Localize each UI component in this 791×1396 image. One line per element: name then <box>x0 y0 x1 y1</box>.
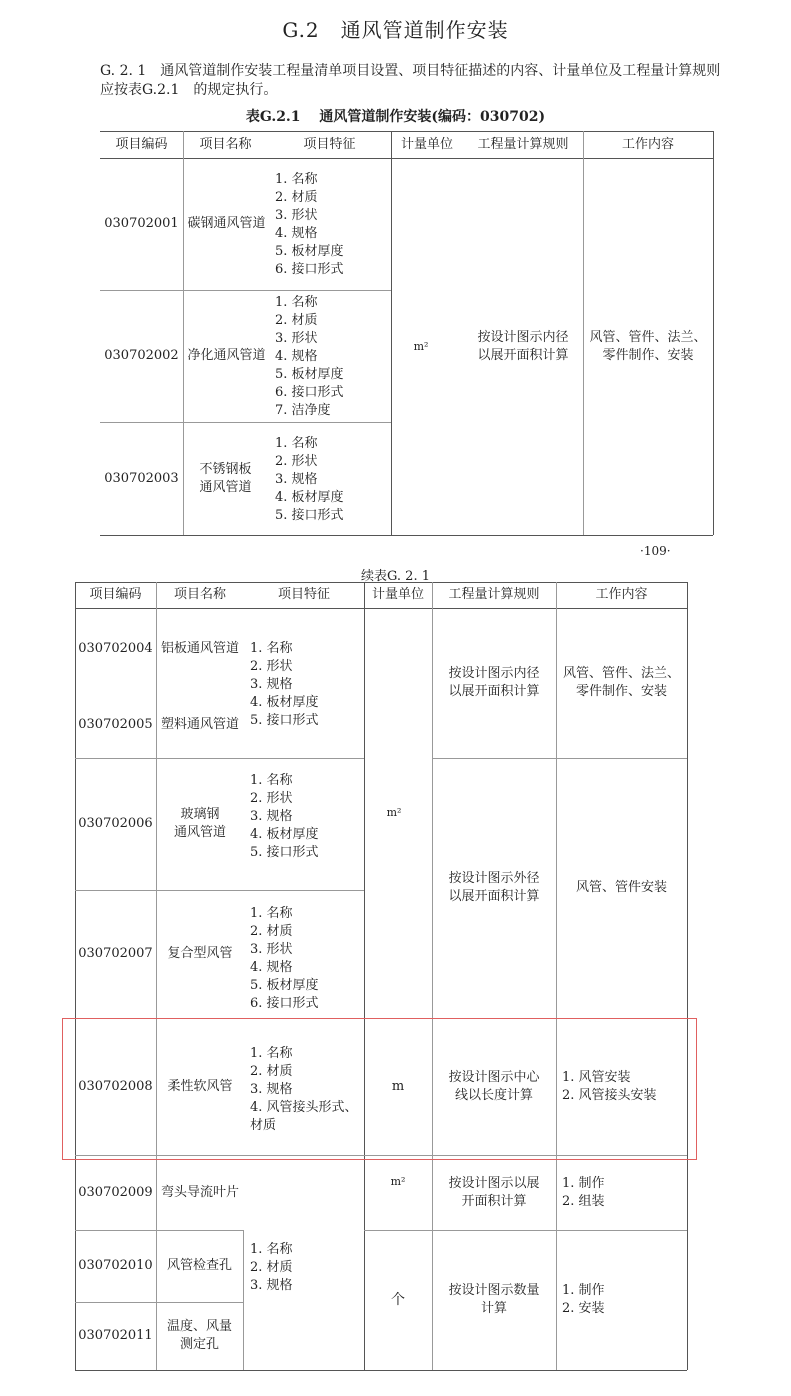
t1-header-code: 项目编码 <box>115 136 168 152</box>
t2-unit-8: m <box>391 1078 405 1094</box>
t2-code-6: 030702006 <box>78 816 153 831</box>
highlight-box <box>62 1018 697 1160</box>
t2-code-4: 030702004 <box>78 641 153 656</box>
t2-features-10-11: 1. 名称 2. 材质 3. 规格 <box>250 1242 293 1293</box>
section-title: G.2 通风管道制作安装 <box>282 18 509 42</box>
t1-header-name: 项目名称 <box>199 136 252 152</box>
t1-header-features: 项目特征 <box>303 136 356 152</box>
table2-title: 续表G. 2. 1 <box>361 569 430 584</box>
t1-header-rule: 工程量计算规则 <box>477 136 569 152</box>
t2-name-7: 复合型风管 <box>167 946 233 961</box>
t2-unit-4-7: m² <box>386 806 402 819</box>
t2-header-features: 项目特征 <box>277 587 330 602</box>
t2-name-8: 柔性软风管 <box>167 1078 233 1094</box>
t2-header-work: 工作内容 <box>595 587 648 602</box>
t1-unit: m² <box>413 339 429 353</box>
t2-rule-8: 按设计图示中心 线以长度计算 <box>448 1069 540 1103</box>
t1-code-1: 030702001 <box>104 216 179 231</box>
t1-name-3: 不锈钢板 通风管道 <box>199 461 252 495</box>
t2-code-10: 030702010 <box>78 1258 153 1273</box>
t1-features-3: 1. 名称 2. 形状 3. 规格 4. 板材厚度 5. 接口形式 <box>275 436 344 523</box>
t2-work-10-11: 1. 制作 2. 安装 <box>562 1283 605 1316</box>
page-number: ·109· <box>640 544 671 558</box>
t2-work-8: 1. 风管安装 2. 风管接头安装 <box>562 1069 657 1103</box>
t1-code-2: 030702002 <box>104 348 179 363</box>
t2-features-4-5: 1. 名称 2. 形状 3. 规格 4. 板材厚度 5. 接口形式 <box>250 641 319 728</box>
t2-code-9: 030702009 <box>78 1184 153 1200</box>
t2-name-9: 弯头导流叶片 <box>160 1184 239 1200</box>
t1-name-1: 碳钢通风管道 <box>187 216 266 231</box>
t2-unit-9: m² <box>390 1175 406 1188</box>
table1-title: 表G.2.1 通风管道制作安装(编码：030702) <box>245 109 546 125</box>
t1-header-work: 工作内容 <box>621 136 674 152</box>
t2-rule-6-7: 按设计图示外径 以展开面积计算 <box>448 871 540 904</box>
t2-features-7: 1. 名称 2. 材质 3. 形状 4. 规格 5. 板材厚度 6. 接口形式 <box>250 906 319 1011</box>
t2-work-6-7: 风管、管件安装 <box>575 880 667 895</box>
t2-name-10: 风管检查孔 <box>166 1258 232 1273</box>
t1-header-unit: 计量单位 <box>400 136 453 152</box>
t2-features-8: 1. 名称 2. 材质 3. 规格 4. 风管接头形式、 材质 <box>250 1046 358 1133</box>
t1-rule: 按设计图示内径 以展开面积计算 <box>477 329 569 363</box>
t2-unit-10-11: 个 <box>391 1292 405 1308</box>
t2-code-5: 030702005 <box>78 717 153 732</box>
t2-name-5: 塑料通风管道 <box>160 717 239 732</box>
t2-header-rule: 工程量计算规则 <box>448 587 540 602</box>
t2-rule-4-5: 按设计图示内径 以展开面积计算 <box>448 666 540 699</box>
t1-code-3: 030702003 <box>104 470 179 486</box>
t2-name-6: 玻璃钢 通风管道 <box>173 807 226 840</box>
t2-work-4-5: 风管、管件、法兰、 零件制作、安装 <box>562 666 680 699</box>
t1-name-2: 净化通风管道 <box>187 348 266 363</box>
t2-header-name: 项目名称 <box>173 587 226 602</box>
t2-name-11: 温度、风量 测定孔 <box>166 1319 232 1352</box>
t2-work-9: 1. 制作 2. 组装 <box>562 1175 605 1209</box>
t2-rule-9: 按设计图示以展 开面积计算 <box>448 1175 540 1209</box>
t2-code-8: 030702008 <box>78 1078 153 1094</box>
t2-header-code: 项目编码 <box>89 587 142 602</box>
t2-header-unit: 计量单位 <box>371 587 424 602</box>
t2-code-11: 030702011 <box>78 1328 153 1343</box>
t1-work: 风管、管件、法兰、 零件制作、安装 <box>589 329 707 363</box>
t2-name-4: 铝板通风管道 <box>160 641 239 656</box>
t2-features-6: 1. 名称 2. 形状 3. 规格 4. 板材厚度 5. 接口形式 <box>250 773 319 860</box>
t2-rule-10-11: 按设计图示数量 计算 <box>448 1283 540 1316</box>
t1-features-1: 1. 名称 2. 材质 3. 形状 4. 规格 5. 板材厚度 6. 接口形式 <box>275 172 344 277</box>
t2-code-7: 030702007 <box>78 946 153 961</box>
t1-features-2: 1. 名称 2. 材质 3. 形状 4. 规格 5. 板材厚度 6. 接口形式 7. 洁净度 <box>275 295 344 418</box>
intro-paragraph: G. 2. 1 通风管道制作安装工程量清单项目设置、项目特征描述的内容、计量单位及工程量计算规则应按表G.2.1 的规定执行。 <box>100 63 721 98</box>
